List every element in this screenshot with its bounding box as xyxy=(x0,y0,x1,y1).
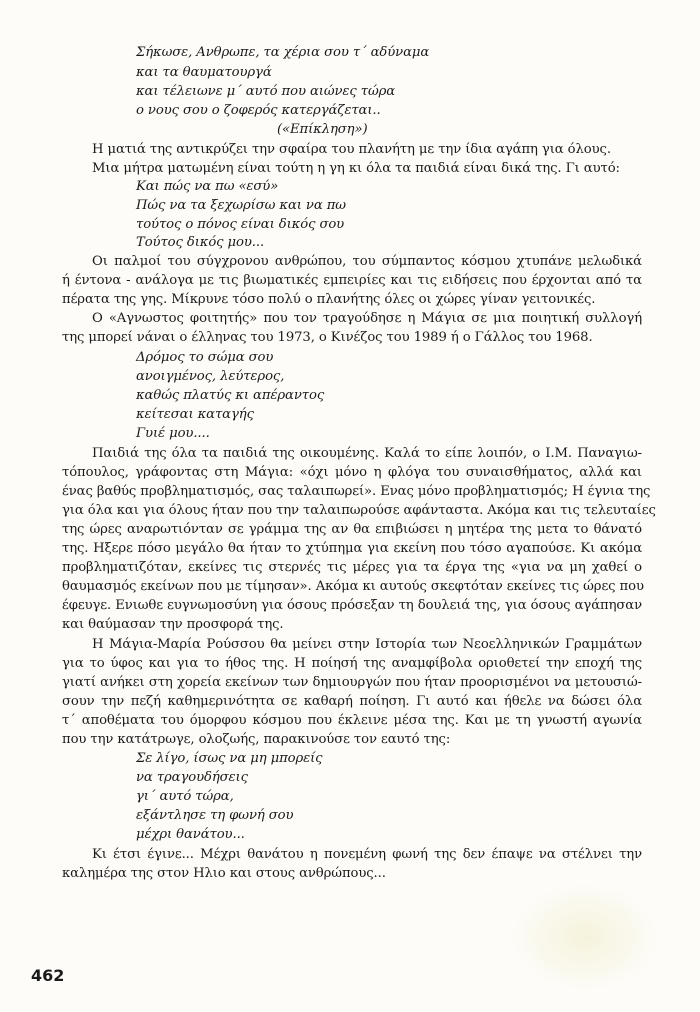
text-line: Ο «Αγνωστος φοιτητής» που τον τραγούδησε η Μάγια σε μια ποιητική συλλογή xyxy=(92,311,642,326)
text-line: πέρατα της γης. Μίκρυνε τόσο πολύ ο πλανήτης όλες οι χώρες γίναν γειτονικές. xyxy=(62,292,596,307)
text-line: τόπουλος, γράφοντας στη Μάγια: «όχι μόνο η φλόγα του συναισθήματος, αλλά και xyxy=(62,465,642,480)
text-line: γιατί ανήκει στη χορεία εκείνων των δημιουργών που ήταν προορισμένοι να μετουσιώ- xyxy=(62,675,642,690)
text-line: θαυμασμός εκείνων που με τίμησαν». Ακόμα κι αυτούς σκεφτόταν εκείνες τις ώρες που xyxy=(62,579,644,594)
text-line: Παιδιά της όλα τα παιδιά της οικουμένης. Καλά το είπε λοιπόν, ο Ι.Μ. Παναγιω- xyxy=(92,446,642,461)
poem-line: και τέλειωνε μ΄ αυτό που αιώνες τώρα xyxy=(136,84,396,99)
poem-citation: («Επίκληση») xyxy=(277,122,368,137)
text-line: για το ύφος και για το ήθος της. Η ποίησή της αναμφίβολα οριοθετεί την εποχή της xyxy=(62,656,642,671)
text-line: έφευγε. Ενιωθε ευγνωμοσύνη για όσους πρόσεξαν τη δουλειά της, για όσους αγάπησαν xyxy=(62,598,642,613)
poem-line: Σε λίγο, ίσως να μη μπορείς xyxy=(136,751,323,766)
poem-line: εξάντλησε τη φωνή σου xyxy=(136,808,294,823)
text-line: Η ματιά της αντικρύζει την σφαίρα του πλανήτη με την ίδια αγάπη για όλους. xyxy=(92,142,611,157)
poem-line: τούτος ο πόνος είναι δικός σου xyxy=(136,217,345,232)
paper-stain xyxy=(510,882,660,992)
poem-line: μέχρι θανάτου... xyxy=(136,827,245,842)
text-line: Μια μήτρα ματωμένη είναι τούτη η γη κι όλα τα παιδιά είναι δικά της. Γι αυτό: xyxy=(92,161,620,176)
text-line: της ώρες αναρωτιόνταν σε γράμμα της αν θα επιβιώσει η μητέρα της μετα το θάνατό xyxy=(62,522,642,537)
text-line: Η Μάγια-Μαρία Ρούσσου θα μείνει στην Ιστορία των Νεοελληνικών Γραμμάτων xyxy=(92,637,642,652)
poem-line: Γυιέ μου.... xyxy=(136,426,210,441)
text-line: της μπορεί νάναι ο έλληνας του 1973, ο Κινέζος του 1989 ή ο Γάλλος του 1968. xyxy=(62,330,593,345)
text-line: ή έντονα - ανάλογα με τις βιωματικές εμπειρίες και τις ειδήσεις που έρχονται από τα xyxy=(62,273,642,288)
poem-line: γι΄ αυτό τώρα, xyxy=(136,789,234,804)
page-number: 462 xyxy=(31,966,65,985)
poem-line: Πώς να τα ξεχωρίσω και να πω xyxy=(136,198,346,213)
poem-line: ο νους σου ο ζοφερός κατεργάζεται.. xyxy=(136,103,381,118)
poem-line: Και πώς να πω «εσύ» xyxy=(136,179,279,194)
text-line: προβληματιζόταν, εκείνες τις στερνές τις μέρες για τα έργα της «για να μη χαθεί ο xyxy=(62,560,642,575)
poem-line: Τούτος δικός μου... xyxy=(136,235,265,250)
text-line: για όλα και για όλους ήταν που την ταλαιπωρούσε αφάνταστα. Ακόμα και τις τελευταίες xyxy=(62,503,656,518)
poem-line: να τραγουδήσεις xyxy=(136,770,248,785)
text-line: της. Ηξερε πόσο μεγάλο θα ήταν το χτύπημα για εκείνη που τόσο αγαπούσε. Κι ακόμα xyxy=(62,541,642,556)
text-line: σουν την πεζή καθημερινότητα σε καθαρή ποίηση. Γι αυτό και ήθελε να δώσει όλα xyxy=(62,694,642,709)
poem-line: κείτεσαι καταγής xyxy=(136,407,254,422)
poem-line: ανοιγμένος, λεύτερος, xyxy=(136,369,285,384)
text-line: τ΄ αποθέματα του όμορφου κόσμου που έκλεινε μέσα της. Και με τη γνωστή αγωνία xyxy=(62,713,642,728)
poem-line: Δρόμος το σώμα σου xyxy=(136,350,274,365)
poem-line: και τα θαυματουργά xyxy=(136,65,272,80)
text-line: Οι παλμοί του σύγχρονου ανθρώπου, του σύμπαντος κόσμου χτυπάνε μελωδικά xyxy=(92,254,642,269)
poem-line: καθώς πλατύς κι απέραντος xyxy=(136,388,325,403)
text-line: Κι έτσι έγινε... Μέχρι θανάτου η πονεμένη φωνή της δεν έπαψε να στέλνει την xyxy=(92,847,642,862)
text-line: που την κατάτρωγε, ολοζωής, παρακινούσε τον εαυτό της: xyxy=(62,732,451,747)
poem-line: Σήκωσε, Ανθρωπε, τα χέρια σου τ΄ αδύναμα xyxy=(136,45,430,60)
text-line: ένας βαθύς προβληματισμός, σας ταλαιπωρεί». Ενας μόνο προβληματισμός; Η έγνια της xyxy=(62,484,651,499)
text-line: και θαύμασαν την προσφορά της. xyxy=(62,617,284,632)
text-line: καλημέρα της στον Ηλιο και στους ανθρώπους... xyxy=(62,866,386,881)
